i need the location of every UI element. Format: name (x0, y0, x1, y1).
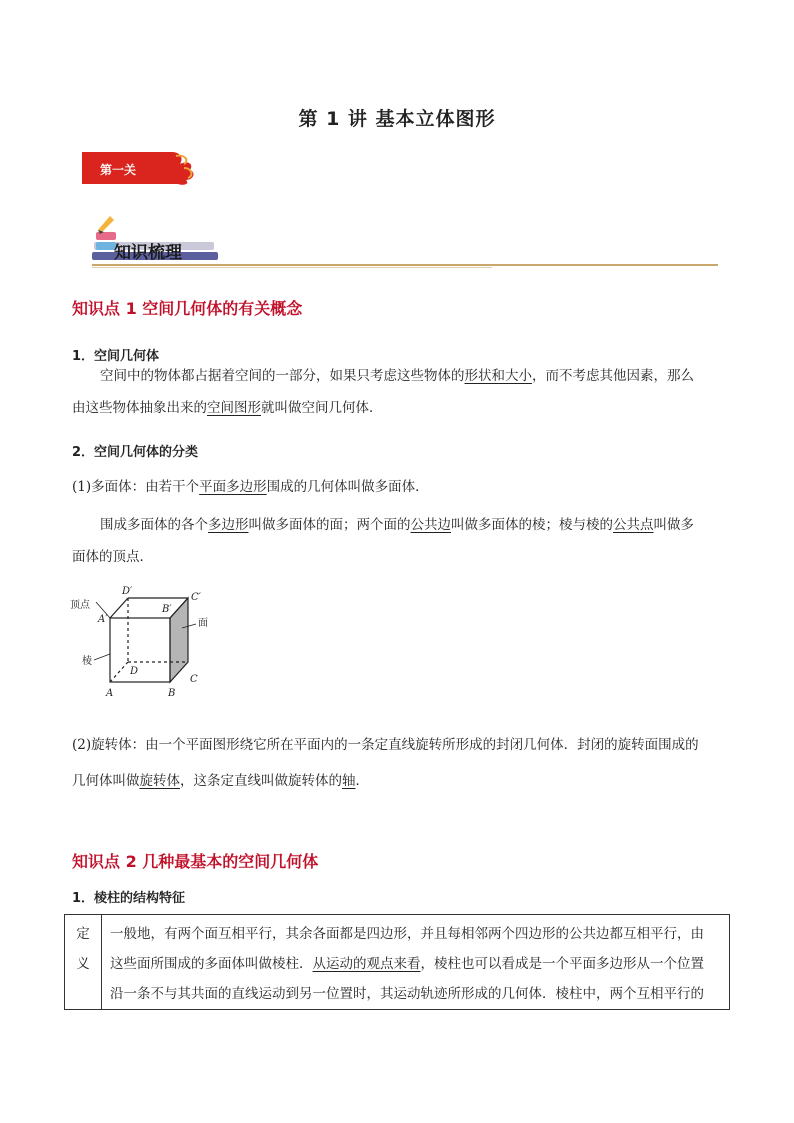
definition-label-char: 义 (76, 956, 90, 972)
text-run: 空间中的物体都占据着空间的一部分，如果只考虑这些物体的 (100, 368, 465, 384)
kp2-section1-title: 1．棱柱的结构特征 (72, 891, 186, 906)
rotation-body-paragraph (72, 733, 722, 793)
text-run: 围成多面体的各个 (100, 517, 208, 533)
prism-definition-table (64, 914, 730, 1010)
definition-line (110, 949, 723, 979)
definition-line: 沿一条不与其共面的直线运动到另一位置时，其运动轨迹所形成的几何体．棱柱中，两个互相平行的 (110, 986, 704, 1002)
text-run: 由这些物体抽象出来的 (72, 400, 207, 416)
banner-label: 知识梳理 (114, 243, 182, 263)
text-run: ，棱柱也可以看成是一个平面多边形从一个位置 (420, 956, 704, 972)
hidden-edge-diagonal (110, 662, 128, 682)
text-run: ，而不考虑其他因素，那么 (532, 368, 694, 384)
vertex-C: C (190, 674, 198, 685)
text-run: 叫做多面体的棱；棱与棱的 (451, 517, 613, 533)
underlined-term: 形状和大小 (464, 368, 532, 384)
kp1-section2-title: 2．空间几何体的分类 (72, 445, 199, 460)
vertex-B1: B′ (162, 604, 172, 615)
underlined-term: 从运动的观点来看 (312, 956, 421, 972)
underlined-term: 空间图形 (207, 400, 261, 416)
text-run: 几何体叫做 (72, 773, 140, 789)
underlined-term: 轴 (342, 773, 356, 789)
page-title: 第 1 讲 基本立体图形 (298, 108, 496, 130)
face-label: 面 (198, 618, 208, 629)
underlined-term: 多边形 (208, 517, 249, 533)
underlined-term: 平面多边形 (199, 479, 267, 495)
polyhedron-parts-paragraph (72, 513, 722, 569)
badge-shape (80, 150, 198, 188)
definition-label-cell (65, 915, 102, 1010)
vertex-D1: D′ (122, 586, 133, 597)
text-run: ，这条定直线叫做旋转体的 (180, 773, 342, 789)
kp1-heading: 知识点 1 空间几何体的有关概念 (72, 299, 303, 318)
cuboid-figure (70, 584, 220, 714)
text-run: ． (355, 773, 369, 789)
edge-label: 棱 (82, 656, 92, 667)
text-run: (1)多面体：由若干个 (72, 479, 200, 495)
knowledge-banner (90, 212, 720, 270)
underlined-term: 公共边 (410, 517, 451, 533)
vertex-label: 顶点 (70, 600, 90, 611)
text-run: 叫做多面体的面；两个面的 (248, 517, 411, 533)
vertex-D: D (130, 666, 139, 677)
vertex-B: B (168, 688, 176, 699)
side-face (170, 598, 188, 682)
books-icon (90, 212, 720, 270)
definition-label-char: 定 (76, 926, 90, 942)
level-badge (80, 150, 198, 188)
polyhedron-definition (72, 475, 722, 499)
vertex-A1: A′ (98, 614, 108, 625)
kp1-section1-paragraph (72, 364, 722, 420)
text-run: (2)旋转体：由一个平面图形绕它所在平面内的一条定直线旋转所形成的封闭几何体．封闭的旋转面围成的 (72, 737, 699, 753)
definition-line: 一般地，有两个面互相平行，其余各面都是四边形，并且每相邻两个四边形的公共边都互相平行，由 (110, 926, 704, 942)
text-run: 叫做多 (653, 517, 694, 533)
badge-label: 第一关 (100, 163, 137, 177)
definition-text-cell (102, 915, 730, 1010)
kp1-section1-title: 1．空间几何体 (72, 349, 160, 364)
underlined-term: 旋转体 (139, 773, 180, 789)
text-run: 围成的几何体叫做多面体． (266, 479, 429, 495)
edge-pointer (94, 654, 110, 660)
vertex-A: A (106, 688, 114, 699)
text-run: 这些面所围成的多面体叫做棱柱． (110, 956, 313, 972)
edge-top-left (110, 598, 128, 618)
vertex-C1: C′ (191, 592, 201, 603)
underlined-term: 公共点 (613, 517, 654, 533)
kp2-heading: 知识点 2 几种最基本的空间几何体 (72, 852, 319, 871)
text-run: 就叫做空间几何体． (261, 400, 383, 416)
text-run: 面体的顶点． (72, 549, 153, 565)
